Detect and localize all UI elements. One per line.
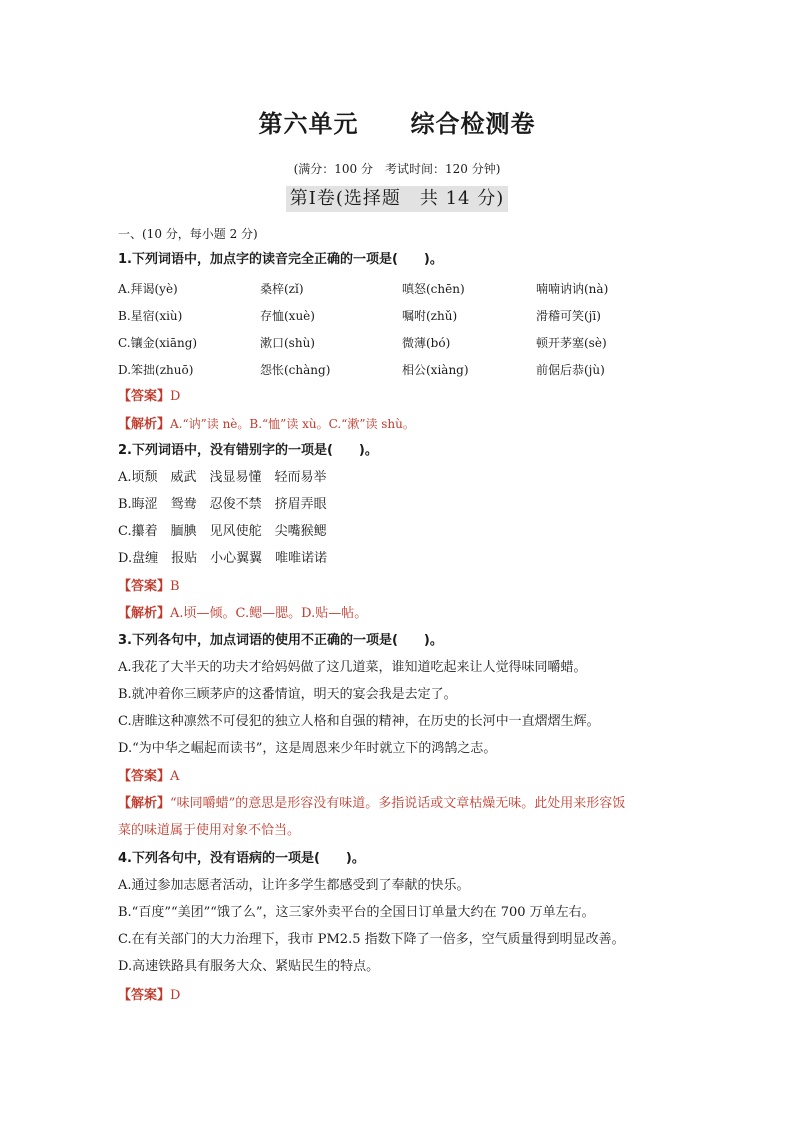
q1-option-a-4: 喃喃讷讷(nà) — [536, 282, 609, 296]
question-1-options — [118, 280, 678, 380]
q2-option-b: B.晦涩 鸳鸯 忍俊不禁 挤眉弄眼 — [118, 497, 327, 512]
q1-option-d-1: D.笨拙(zhuō) — [118, 363, 194, 377]
q3-analysis-cont: 菜的味道属于使用对象不恰当。 — [118, 823, 301, 838]
unit-title: 第六单元 — [258, 110, 359, 138]
q1-option-c-3: 微薄(bó) — [402, 336, 451, 350]
q4-option-a: A.通过参加志愿者活动，让许多学生都感受到了奉献的快乐。 — [118, 878, 470, 893]
q3-option-c: C.唐睢这种凛然不可侵犯的独立人格和自强的精神，在历史的长河中一直熠熠生辉。 — [118, 714, 600, 729]
section-heading: 一、(10 分，每小题 2 分) — [118, 227, 258, 241]
question-2-stem: 2.下列词语中，没有错别字的一项是( )。 — [118, 443, 378, 458]
question-4-stem: 4.下列各句中，没有语病的一项是( )。 — [118, 851, 365, 866]
q2-option-d: D.盘缠 报贴 小心翼翼 唯唯诺诺 — [118, 551, 328, 566]
q3-option-d: D.“为中华之崛起而读书”，这是周恩来少年时就立下的鸿鹄之志。 — [118, 741, 497, 756]
q1-option-b-4: 滑稽可笑(jī) — [536, 309, 601, 323]
q2-answer: 【答案】B — [118, 579, 180, 594]
q4-answer: 【答案】D — [118, 988, 181, 1003]
question-3-stem: 3.下列各句中，加点词语的使用不正确的一项是( )。 — [118, 633, 443, 648]
q4-option-c: C.在有关部门的大力治理下，我市 PM2.5 指数下降了一倍多，空气质量得到明显改善。 — [118, 932, 625, 947]
q1-option-a-3: 嗔怒(chēn) — [402, 282, 465, 296]
q1-option-d-2: 怨怅(chàng) — [260, 363, 331, 377]
q1-option-d-4: 前倨后恭(jù) — [536, 363, 605, 377]
q3-option-a: A.我花了大半天的功夫才给妈妈做了这几道菜，谁知道吃起来让人觉得味同嚼蜡。 — [118, 660, 587, 675]
q3-answer: 【答案】A — [118, 769, 180, 784]
q1-option-a-1: A.拜谒(yè) — [118, 282, 178, 296]
q1-option-c-1: C.镶金(xiāng) — [118, 336, 198, 350]
q1-answer: 【答案】D — [118, 389, 181, 404]
q4-option-b: B.“百度”“美团”“饿了么”，这三家外卖平台的全国日订单量大约在 700 万单左右。 — [118, 905, 595, 920]
q3-option-b: B.就冲着你三顾茅庐的这番情谊，明天的宴会我是去定了。 — [118, 687, 457, 702]
q1-option-c-4: 顿开茅塞(sè) — [536, 336, 607, 350]
q2-analysis: 【解析】A.顷—倾。C.鳃—腮。D.贴—帖。 — [118, 606, 368, 621]
page-title — [0, 104, 794, 139]
q2-option-c: C.攥着 腼腆 见风使舵 尖嘴猴鳃 — [118, 524, 327, 539]
q1-option-c-2: 漱口(shù) — [260, 336, 315, 350]
question-1-stem: 1.下列词语中，加点字的读音完全正确的一项是( )。 — [118, 252, 443, 267]
q1-option-b-1: B.星宿(xiù) — [118, 309, 183, 323]
q1-option-d-3: 相公(xiàng) — [402, 363, 469, 377]
part-heading: 第Ⅰ卷(选择题 共 14 分) — [0, 186, 794, 212]
q1-analysis: 【解析】A.“讷”读 nè。B.“恤”读 xù。C.“漱”读 shù。 — [118, 417, 415, 432]
q1-option-b-3: 嘱咐(zhǔ) — [402, 309, 458, 323]
exam-meta: (满分：100 分 考试时间：120 分钟) — [293, 162, 501, 176]
q1-option-b-2: 存恤(xuè) — [260, 309, 315, 323]
q3-analysis: 【解析】“味同嚼蜡”的意思是形容没有味道。多指说话或文章枯燥无味。此处用来形容饭 — [118, 796, 626, 811]
q1-option-a-2: 桑梓(zǐ) — [260, 282, 304, 296]
q4-option-d: D.高速铁路具有服务大众、紧贴民生的特点。 — [118, 959, 380, 974]
q2-option-a: A.顷颓 威武 浅显易懂 轻而易举 — [118, 470, 327, 485]
exam-title: 综合检测卷 — [410, 110, 536, 138]
